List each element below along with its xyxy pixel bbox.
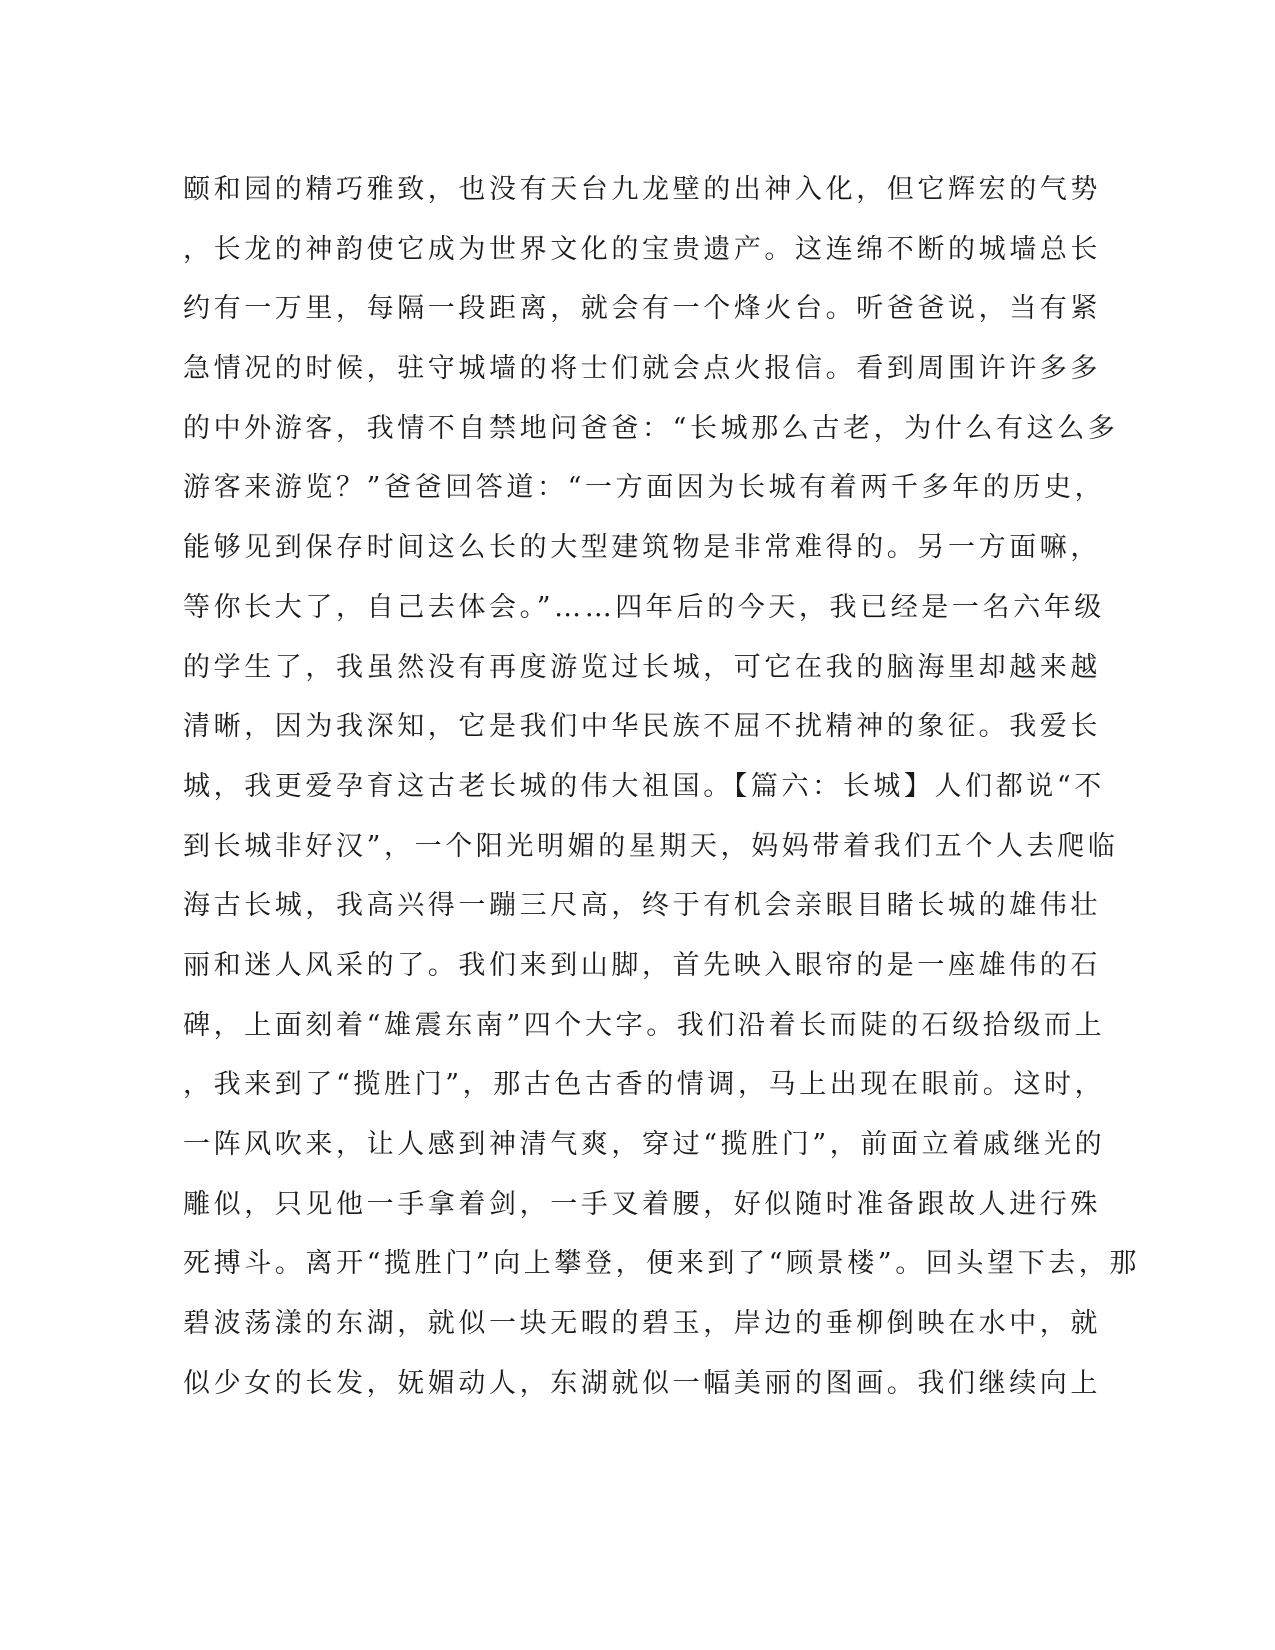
- text-line: 清晰，因为我深知，它是我们中华民族不屈不扰精神的象征。我爱长: [183, 711, 1101, 743]
- text-line: 似少女的长发，妩媚动人，东湖就似一幅美丽的图画。我们继续向上: [183, 1367, 1101, 1399]
- text-line: 的中外游客，我情不自禁地问爸爸：“长城那么古老，为什么有这么多: [183, 412, 1119, 444]
- text-line: 死搏斗。离开“揽胜门”向上攀登，便来到了“顾景楼”。回头望下去，那: [183, 1248, 1141, 1280]
- text-line: 游客来游览？”爸爸回答道：“一方面因为长城有着两千多年的历史，: [183, 472, 1106, 504]
- body-text: [183, 160, 1141, 1413]
- text-line: 颐和园的精巧雅致，也没有天台九龙壁的出神入化，但它辉宏的气势: [183, 174, 1101, 205]
- text-line: 一阵风吹来，让人感到神清气爽，穿过“揽胜门”，前面立着戚继光的: [183, 1129, 1106, 1160]
- text-line: ，长龙的神韵使它成为世界文化的宝贵遗产。这连绵不断的城墙总长: [183, 233, 1101, 265]
- text-line: 海古长城，我高兴得一蹦三尺高，终于有机会亲眼目睹长城的雄伟壮: [183, 890, 1101, 922]
- text-line: 能够见到保存时间这么长的大型建筑物是非常难得的。另一方面嘛，: [183, 532, 1101, 564]
- text-line: 急情况的时候，驻守城墙的将士们就会点火报信。看到周围许许多多: [183, 353, 1101, 385]
- text-line: 丽和迷人风采的了。我们来到山脚，首先映入眼帘的是一座雄伟的石: [183, 949, 1101, 981]
- text-line: 碧波荡漾的东湖，就似一块无暇的碧玉，岸边的垂柳倒映在水中，就: [183, 1308, 1101, 1340]
- text-line: 约有一万里，每隔一段距离，就会有一个烽火台。听爸爸说，当有紧: [183, 293, 1101, 325]
- text-line: 到长城非好汉”，一个阳光明媚的星期天，妈妈带着我们五个人去爬临: [183, 830, 1119, 862]
- text-line: 城，我更爱孕育这古老长城的伟大祖国。【篇六：长城】人们都说“不: [183, 770, 1105, 802]
- text-line: ，我来到了“揽胜门”，那古色古香的情调，马上出现在眼前。这时，: [183, 1069, 1106, 1101]
- text-line: 的学生了，我虽然没有再度游览过长城，可它在我的脑海里却越来越: [183, 651, 1101, 683]
- text-line: 等你长大了，自己去体会。”……四年后的今天，我已经是一名六年级: [183, 591, 1105, 623]
- text-line: 雕似，只见他一手拿着剑，一手叉着腰，好似随时准备跟故人进行殊: [183, 1188, 1101, 1220]
- text-line: 碑，上面刻着“雄震东南”四个大字。我们沿着长而陡的石级拾级而上: [183, 1009, 1106, 1041]
